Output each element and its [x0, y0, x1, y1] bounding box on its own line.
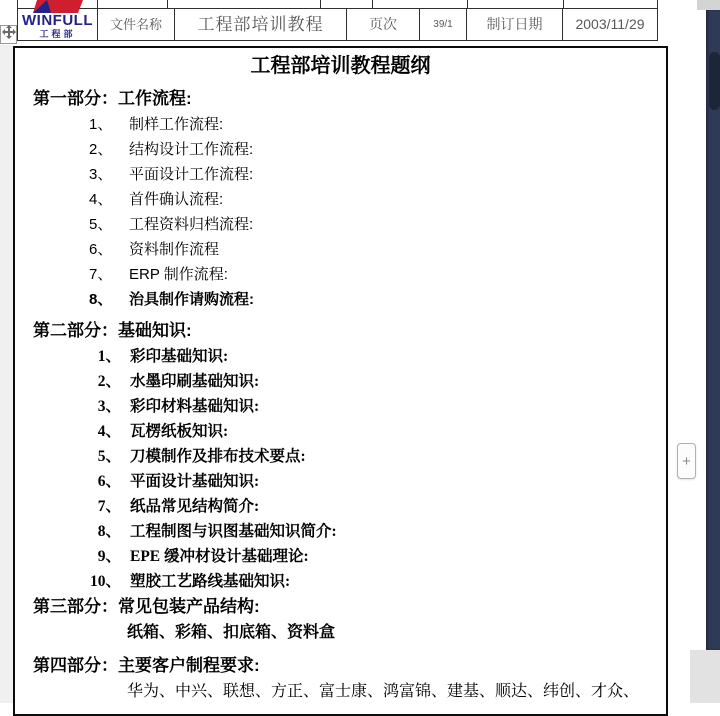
item-number: 3、 — [97, 398, 121, 415]
item-text: 制样工作流程: — [129, 116, 224, 133]
document-header-table — [17, 0, 658, 41]
list-item — [15, 287, 666, 312]
list-item — [15, 469, 666, 494]
header-grid-line — [467, 0, 468, 9]
section-subline: 华为、中兴、联想、方正、富士康、鸿富锦、建基、顺达、纬创、才众、 — [127, 683, 640, 700]
item-number: 4、 — [97, 423, 121, 440]
header-row — [17, 9, 658, 41]
item-text: 纸品常见结构简介: — [130, 498, 260, 515]
header-grid-line — [563, 0, 564, 9]
list-item — [15, 112, 666, 137]
item-number: 8、 — [89, 291, 113, 308]
item-number: 5、 — [89, 216, 113, 233]
item-number: 6、 — [97, 473, 121, 490]
list-item — [15, 544, 666, 569]
list-item — [15, 419, 666, 444]
item-text: 彩印材料基础知识: — [130, 398, 260, 415]
table-move-handle[interactable] — [0, 25, 17, 44]
item-number: 3、 — [89, 166, 113, 183]
item-text: 资料制作流程 — [129, 241, 220, 258]
logo-brand-text: WINFULL — [22, 12, 93, 29]
item-text: 塑胶工艺路线基础知识: — [130, 573, 291, 590]
item-text: 首件确认流程: — [129, 191, 224, 208]
list-item — [15, 519, 666, 544]
item-number: 9、 — [97, 548, 121, 565]
logo-dept-text: 工程部 — [39, 29, 76, 39]
header-partial-row — [17, 0, 658, 9]
header-grid-line — [372, 0, 373, 9]
item-text: 平面设计工作流程: — [129, 166, 254, 183]
vertical-scrollbar[interactable] — [706, 10, 720, 650]
item-text: 彩印基础知识: — [130, 348, 229, 365]
item-number: 1、 — [97, 348, 121, 365]
move-icon — [2, 25, 16, 44]
item-number: 7、 — [97, 498, 121, 515]
list-item — [15, 369, 666, 394]
section-heading: 第二部分：基础知识: — [33, 321, 192, 340]
list-item — [15, 344, 666, 369]
expand-plus-button[interactable] — [677, 443, 696, 479]
item-number: 4、 — [89, 191, 113, 208]
item-text: EPE 缓冲材设计基础理论: — [130, 548, 309, 565]
list-item — [15, 162, 666, 187]
item-number: 5、 — [97, 448, 121, 465]
list-item — [15, 237, 666, 262]
header-cell-page-label: 页次 — [347, 9, 420, 40]
doc-sections — [15, 86, 666, 704]
item-number: 10、 — [89, 573, 121, 590]
list-item — [15, 262, 666, 287]
item-number: 6、 — [89, 241, 113, 258]
item-text: 瓦楞纸板知识: — [130, 423, 229, 440]
item-number: 7、 — [89, 266, 113, 283]
list-item — [15, 394, 666, 419]
plus-icon: + — [682, 452, 691, 470]
document-body — [13, 46, 668, 716]
item-text: 刀模制作及排布技术要点: — [130, 448, 306, 465]
header-grid-line — [657, 0, 658, 9]
item-number: 1、 — [89, 116, 113, 133]
item-text: ERP 制作流程: — [129, 266, 228, 283]
list-item — [15, 212, 666, 237]
header-grid-line — [167, 0, 168, 9]
top-right-corner — [697, 0, 720, 10]
header-grid-line — [320, 0, 321, 9]
company-logo — [17, 0, 98, 41]
header-cell-date-value: 2003/11/29 — [563, 9, 658, 40]
bottom-right-corner — [690, 650, 720, 703]
item-number: 2、 — [97, 373, 121, 390]
item-text: 工程制图与识图基础知识简介: — [130, 523, 337, 540]
item-text: 平面设计基础知识: — [130, 473, 260, 490]
item-text: 治具制作请购流程: — [129, 291, 254, 308]
list-item — [15, 187, 666, 212]
scrollbar-thumb[interactable] — [709, 52, 720, 110]
item-number: 8、 — [97, 523, 121, 540]
list-item — [15, 444, 666, 469]
item-text: 工程资料归档流程: — [129, 216, 254, 233]
item-text: 结构设计工作流程: — [129, 141, 254, 158]
document-title: 工程部培训教程题纲 — [250, 55, 431, 77]
list-item — [15, 137, 666, 162]
left-gutter — [0, 45, 13, 703]
header-cell-file-name: 文件名称 — [98, 9, 175, 40]
list-item — [15, 494, 666, 519]
header-cell-date-label: 制订日期 — [467, 9, 563, 40]
section-heading: 第四部分：主要客户制程要求: — [33, 656, 260, 675]
item-text: 水墨印刷基础知识: — [130, 373, 260, 390]
section-heading: 第三部分：常见包装产品结构: — [33, 597, 260, 616]
item-number: 2、 — [89, 141, 113, 158]
header-cell-doc-title: 工程部培训教程 — [175, 9, 347, 40]
header-cell-page-number: 39/1 — [420, 9, 467, 40]
list-item — [15, 569, 666, 594]
section-subline: 纸箱、彩箱、扣底箱、资料盒 — [127, 624, 336, 641]
section-heading: 第一部分：工作流程: — [33, 89, 192, 108]
